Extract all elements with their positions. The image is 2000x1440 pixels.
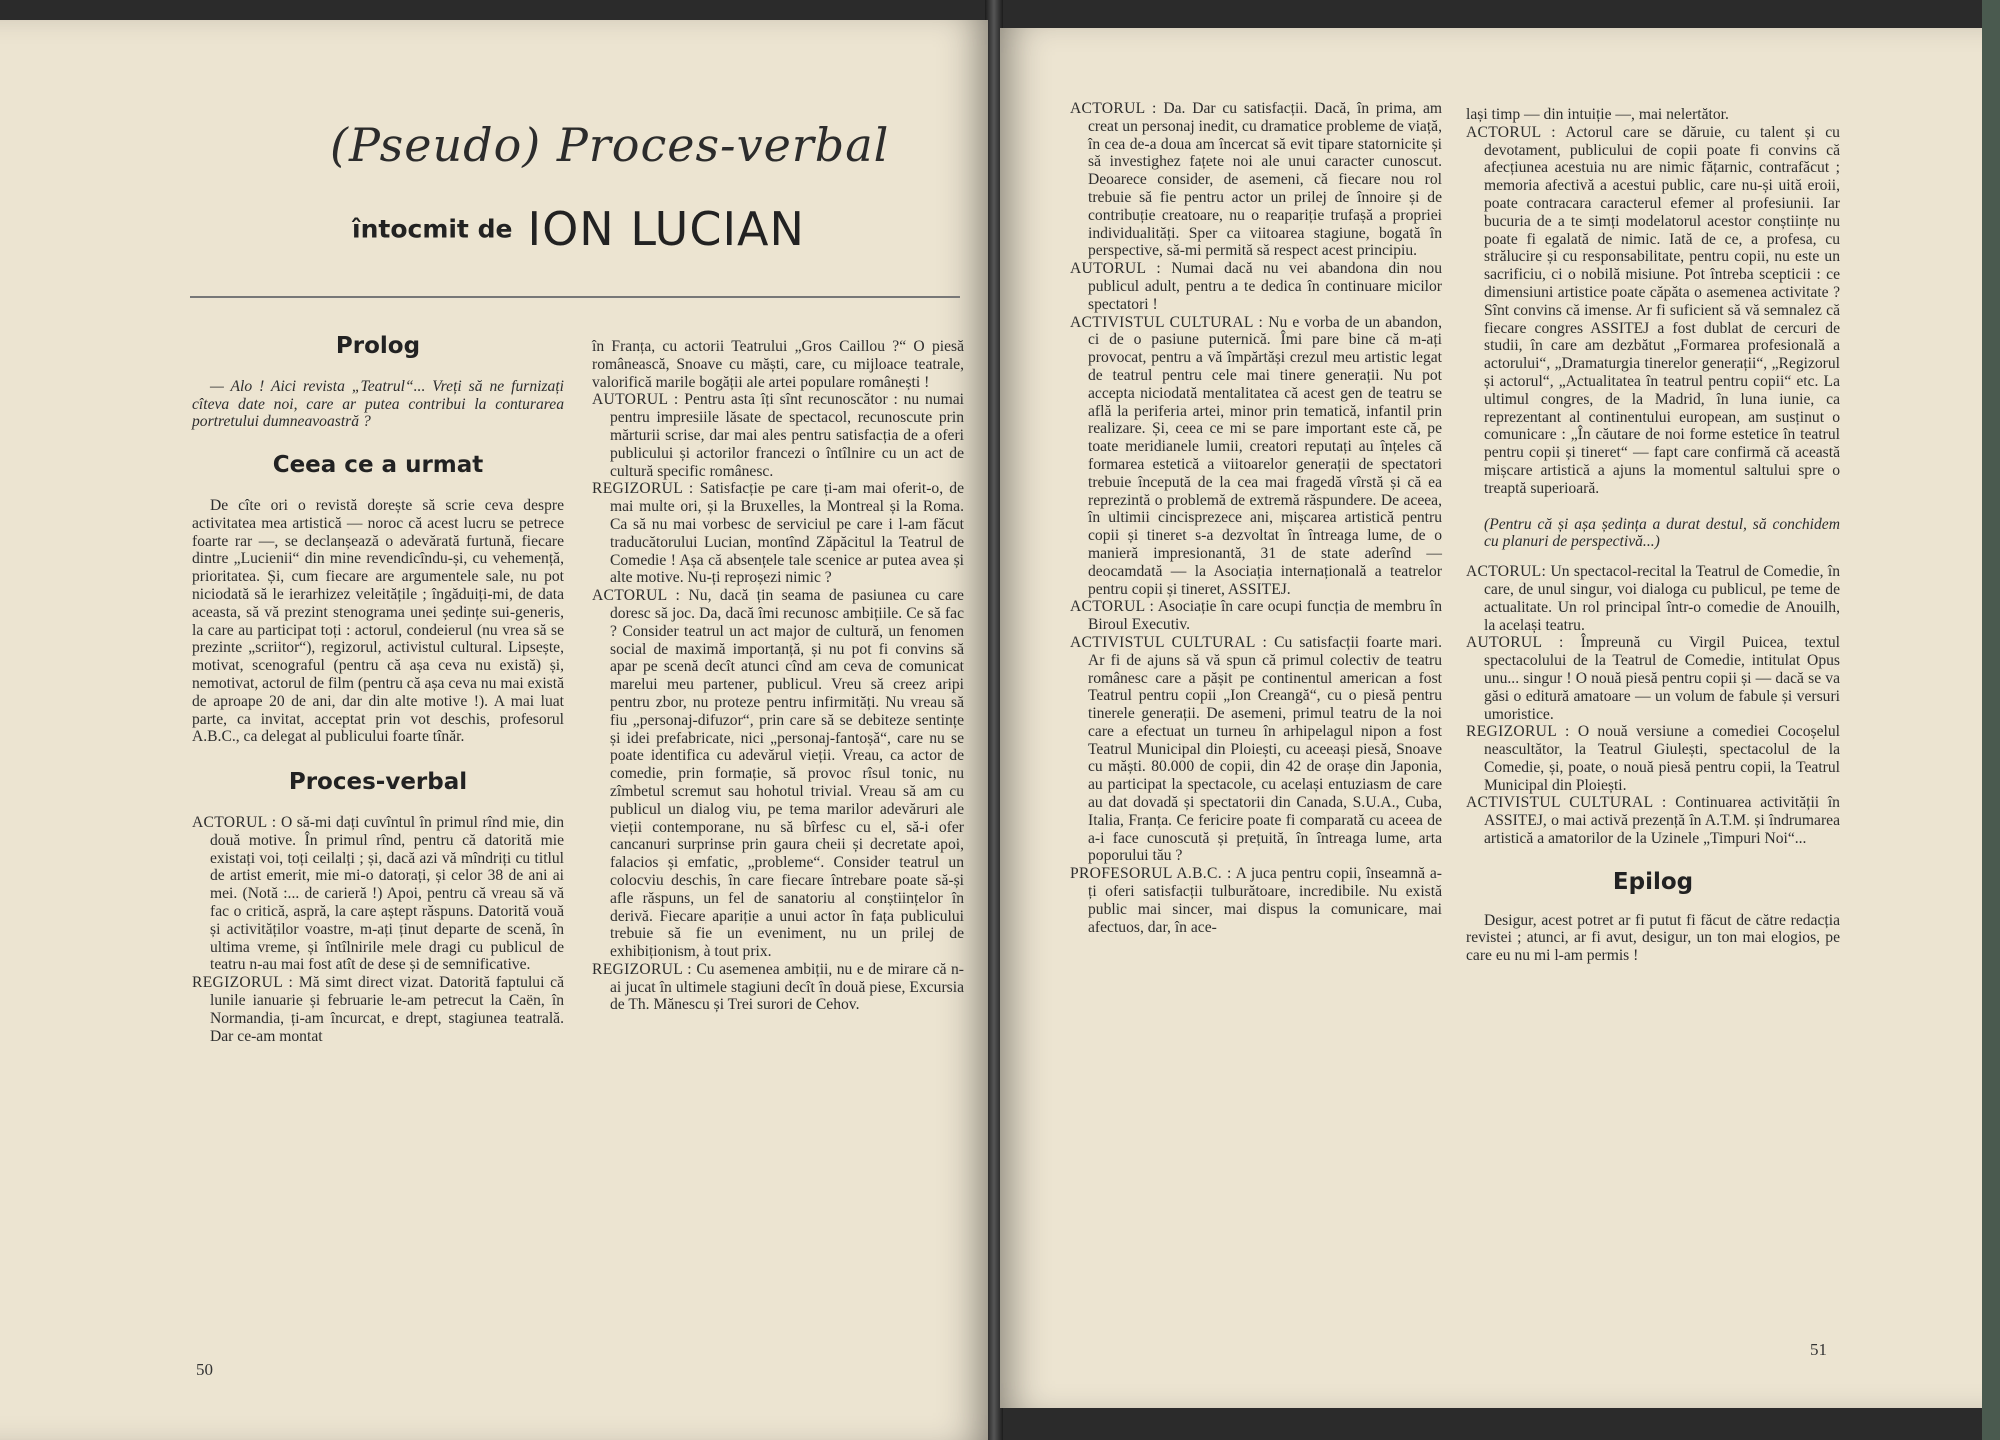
- proces-verbal-heading: Proces-verbal: [288, 769, 468, 796]
- speaker-label: ACTORUL :: [1466, 123, 1556, 141]
- dialog-paragraph: [192, 974, 564, 1045]
- speech-text: Mă simt direct vizat. Datorită faptului că lunile ianuarie și februarie le-am petrecut la Caën, în Normandia, ți-am încurcat, e drept, stagiunea teatrală. Dar ce-am montat: [210, 974, 564, 1045]
- right-col4-dialog: [1466, 124, 1840, 498]
- speech-text: O să-mi dați cuvîntul în primul rînd mie, din două motive. În primul rînd, pentru că datorită mie existați voi, toți ceilalți ; și, dacă azi vă mîndriți cu titlul de artist emerit, mie mi-o datorați, și celor 38 de ani ai mei. (Notă :... de carieră !) Apoi, pentru că vreau să vă fac o critică, aspră, la care aștept răspuns. Datorită vouă și activităților voastre, m-ați ținut departe de scenă, în ultima vreme, și întîlnirile mele dragi cu publicul de teatru n-au mai fost atît de dese și de semnificative.: [210, 813, 564, 974]
- speaker-label: ACTORUL :: [1070, 598, 1155, 616]
- speaker-label: REGIZORUL :: [592, 960, 692, 978]
- col2-intro: în Franța, cu actorii Teatrului „Gros Caillou ?“ O piesă românească, Snoave cu măști, care, cu mijloace teatrale, valorifică marile bogății ale artei populare românești !: [592, 338, 964, 391]
- prolog-heading: Prolog: [335, 333, 421, 359]
- speaker-label: REGIZORUL :: [1466, 723, 1570, 741]
- epilog-heading: Epilog: [1612, 868, 1694, 895]
- article-title: (Pseudo) Proces-verbal: [330, 118, 890, 172]
- dialog-paragraph: [1070, 100, 1442, 260]
- speech-text: Un spectacol-recital la Teatrul de Comedie, în care, de unul singur, voi dialoga cu publicul, pe teme de actualitate. Un rol principal într-o comedie de Anouilh, la același teatru.: [1484, 563, 1840, 634]
- left-column-2: [592, 338, 964, 1014]
- dialog-paragraph: [1070, 260, 1442, 313]
- dialog-paragraph: [1466, 124, 1840, 498]
- dialog-paragraph: [592, 587, 964, 961]
- dialog-paragraph: [192, 814, 564, 974]
- dialog-paragraph: [1466, 634, 1840, 723]
- speaker-label: ACTORUL :: [592, 587, 681, 605]
- speaker-label: ACTORUL:: [1466, 563, 1547, 581]
- ceea-ce-a-urmat-text: De cîte ori o revistă dorește să scrie ceva despre activitatea mea artistică — noroc că acest lucru se petrece foarte rar —, se declanșează o adevărată furtună, fiecare dintre „Lucienii“ din mine revendicîndu-și, cu vehemență, prioritatea. Și, cum fiecare are argumentele sale, nu pot niciodată să le ierarhizez veleitățile ; îngăduiți-mi, de data aceasta, să vă prezint stenograma unei ședințe sui-generis, la care au participat toți : actorul, condeierul (nu vrea să se prezinte „scriitor“), regizorul, activistul cultural. Lipsește, motivat, scenograful (pentru că așa ceva nu există) și, nemotivat, actorul de film (pentru că așa ceva nu mai există de aproape 20 de ani, dar din alte motive !). A mai luat parte, ca invitat, acceptat prin vot deschis, profesorul A.B.C., ca delegat al publicului foarte tînăr.: [192, 496, 564, 746]
- dialog-paragraph: [1466, 563, 1840, 634]
- speech-text: Continuarea activității în ASSITEJ, o mai activă prezență în A.T.M. și îndrumarea artistică a amatorilor de la Uzinele „Timpuri Noi“...: [1484, 794, 1840, 848]
- page-number-left: 50: [196, 1360, 213, 1379]
- right-col4-plans: [1466, 563, 1840, 848]
- right-column-3: [1070, 100, 1442, 936]
- right-col3-dialog: [1070, 100, 1442, 936]
- dialog-paragraph: [1070, 865, 1442, 936]
- speaker-label: REGIZORUL :: [192, 974, 294, 992]
- dialog-paragraph: [592, 391, 964, 480]
- speech-text: Da. Dar cu satisfacții. Dacă, în prima, am creat un personaj inedit, cu dramatice probleme de viață, în cea de-a doua am încercat să evit tipare statornicite și să investighez fațete noi ale unui caracter cunoscut. Deoarece consider, de asemeni, că fiecare nou rol trebuie să fie pentru actor un prilej de înnoire și de contribuție creatoare, nu o reapariție trufașă a propriei individualități. Sper ca viitoarea stagiune, bogată în perspective, să-mi permită să respect acest principiu.: [1088, 100, 1442, 260]
- dialog-paragraph: [1466, 794, 1840, 847]
- dialog-paragraph: [1070, 314, 1442, 599]
- speech-text: Asociație în care ocupi funcția de membru în Biroul Executiv.: [1088, 598, 1442, 634]
- speaker-label: AUTORUL :: [592, 391, 679, 409]
- closing-note: (Pentru că și așa ședința a durat destul, să conchidem cu planuri de perspectivă...): [1484, 515, 1840, 551]
- title-rule: [190, 296, 960, 298]
- left-column-1: [192, 333, 564, 1045]
- speaker-label: AUTORUL :: [1070, 260, 1161, 278]
- right-column-4: [1466, 106, 1840, 965]
- ceea-ce-a-urmat-heading: Ceea ce a urmat: [272, 452, 484, 479]
- speaker-label: PROFESORUL A.B.C. :: [1070, 865, 1232, 883]
- right-page: [1000, 28, 1982, 1408]
- speaker-label: ACTIVISTUL CULTURAL :: [1070, 633, 1268, 651]
- speaker-label: ACTIVISTUL CULTURAL :: [1466, 794, 1667, 812]
- speaker-label: ACTORUL :: [1070, 100, 1157, 117]
- dialog-paragraph: [592, 480, 964, 587]
- speech-text: Pentru asta îți sînt recunoscător : nu numai pentru impresiile lăsate de spectacol, recunoscute prin mărturii scrise, dar mai ales pentru satisfacția de a oferi publicului și actorilor francezi o întîlnire cu un act de cultură specific românesc.: [610, 391, 964, 480]
- speech-text: Satisfacție pe care ți-am mai oferit-o, de mai multe ori, și la Bruxelles, la Montreal și la Roma. Ca să nu mai vorbesc de serviciul pe care i l-am făcut traducătorului Lucian, montînd Zăpăcitul la Teatrul de Comedie ! Așa că absențele tale scenice ar putea avea și alte motive. Nu-ți reproșezi nimic ?: [610, 480, 965, 587]
- dialog-paragraph: [1466, 723, 1840, 794]
- speech-text: Cu asemenea ambiții, nu e de mirare că n-ai jucat în ultimele stagiuni decît în două piese, Excursia de Th. Mănescu și Trei surori de Cehov.: [610, 960, 964, 1014]
- byline-prefix: întocmit de: [352, 214, 513, 244]
- dialog-paragraph: [1070, 634, 1442, 865]
- speech-text: Nu e vorba de un abandon, ci de o pasiune puternică. Îmi pare bine că m-ați provocat, pentru a vă împărtăși crezul meu artistic legat de teatrul pentru cele mai tinere generații. Nu pot accepta niciodată mentalitatea că acest gen de teatru se află la periferia artei, minor prin tematică, infantil prin realizare. Și, ceea ce mi se pare important este că, pe toate meridianele lumii, creatori reputați au înțeles că formarea estetică a viitoarelor generații de spectatori trebuie începută de la cea mai fragedă vîrstă și că ea reprezintă o problemă de extremă răspundere. De aceea, în ultimii cincisprezece ani, mișcarea artistică pentru copii și tineret s-a dezvoltat în întreaga lume, de o manieră impresionantă, 31 de state aderînd — deocamdată — la Asociația internațională a teatrelor pentru copii și tineret, ASSITEJ.: [1088, 313, 1442, 598]
- prolog-text: — Alo ! Aici revista „Teatrul“... Vreți să ne furnizați cîteva date noi, care ar putea contribui la conturarea portretului dumneavoastră ?: [192, 377, 564, 431]
- epilog-text: Desigur, acest potret ar fi putut fi făcut de către redacția revistei ; atunci, ar fi avut, desigur, un ton mai elogios, pe care eu nu mi l-am permis !: [1466, 911, 1840, 965]
- speech-text: Nu, dacă țin seama de pasiunea cu care doresc să joc. Da, dacă îmi recunosc ambițiile. Ce să fac ? Consider teatrul un act major de cultură, un fenomen social de maximă importanță, și nu pot fi convins să apar pe scenă decît atunci cînd am ceva de comunicat marelui meu partener, publicul. Vreu să creez aripi pentru zbor, nu proteze pentru infirmități. Nu vreau să fiu „personaj-difuzor“, prin care să se debiteze sentințe și idei prefabricate, nici „personaj-fantoșă“, care nu se poate identifica cu adevărul vieții. Vreau, ca actor de comedie, prin formație, să provoc rîsul tonic, nu zîmbetul scremut sau hohotul trivial. Vreau să am cu publicul un dialog viu, pe tema marilor adevăruri ale vieții contemporane, nu să bîrfesc cu el, să-i ofer cancanuri surprinse prin gaura cheii și decretate apoi, falacios și emfatic, „probleme“. Consider teatrul un colocviu deschis, în care fiecare întrebare poate să-și afle răspuns, un fel de sanatoriu al conștiințelor în derivă. Fiecare apariție a unui actor în fața publicului trebuie să fie un eveniment, nu un prilej de exhibiționism, à tout prix.: [610, 587, 964, 961]
- dialog-paragraph: [1070, 598, 1442, 634]
- speech-text: Actorul care se dăruie, cu talent și cu devotament, publicului de copii poate fi convins că afecțiunea acestuia nu are nimic fățarnic, contrafăcut ; memoria afectivă a acestui public, care nu-și uită eroii, poate contracara caracterul efemer al profesiunii. Iar bucuria de a te simți modelatorul acestor conștiințe nu poate fi egalată de nimic. Iată de ce, a profesa, cu strălucire și cu responsabilitate, pentru copii, nu este un sacrificiu, ci o nobilă misiune. Pot întreba scepticii : ce dimensiuni artistice poate căpăta o asemenea activitate ? Sînt convins că imense. Ar fi suficient să vă semnalez că fiecare congres ASSITEJ a fost dublat de cercuri de studii, în care am dezbătut „Formarea profesională a actorului“, „Dramaturgia tinerelor generații“, „Regizorul și actorul“, „Actualitatea în teatrul pentru copii“ etc. La ultimul congres, de la Madrid, în luna iunie, ca reprezentant al continentului european, am susținut o comunicare : „În căutare de noi forme estetice în teatrul pentru copii și tineret“ — fapt care confirmă că această mișcare artistică a ajuns la momentul saltului spre o treaptă superioară.: [1484, 123, 1840, 497]
- speaker-label: AUTORUL :: [1466, 634, 1564, 652]
- proces-verbal-col1: [192, 814, 564, 1045]
- speaker-label: ACTORUL :: [192, 813, 277, 831]
- author-name: ION LUCIAN: [527, 202, 805, 256]
- book-binding: [1982, 0, 2000, 1440]
- page-number-right: 51: [1810, 1340, 1827, 1359]
- speech-text: O nouă versiune a comediei Cocoșelul neascultător, la Teatrul Giulești, spectacolul de la Comedie, și, poate, o nouă piesă pentru copii, la Teatrul Municipal din Ploiești.: [1484, 723, 1840, 794]
- speaker-label: REGIZORUL :: [592, 480, 694, 498]
- article-byline: [352, 202, 805, 256]
- col4-intro: lași timp — din intuiție —, mai nelertător.: [1466, 106, 1729, 123]
- dialog-paragraph: [592, 961, 964, 1014]
- speech-text: A juca pentru copii, înseamnă a-ți oferi satisfacții tulburătoare, incredibile. Nu există public mai sincer, mai dispus la comunicare, mai afectuos, dar, în ace-: [1088, 865, 1442, 936]
- speech-text: Cu satisfacții foarte mari. Ar fi de ajuns să vă spun că primul colectiv de teatru românesc care a pășit pe continentul american a fost Teatrul pentru copii „Ion Creangă“, cu o piesă pentru tinerele generații. De asemeni, primul teatru de la noi care a efectuat un turneu în arhipelagul nipon a fost Teatrul Municipal din Ploiești, cu aceeași piesă, Snoave cu măști. 80.000 de copii, din 42 de orașe din Japonia, au participat la spectacole, cu același entuziasm de care au dat dovadă și spectatorii din Canada, S.U.A., Cuba, Italia, Franța. Ce fericire poate fi comparată cu aceea de a-i face cunoscută și prețuită, în întreaga lume, arta poporului tău ?: [1088, 633, 1442, 865]
- speech-text: Numai dacă nu vei abandona din nou publicul adult, pentru a te dedica în continuare micilor spectatori !: [1088, 260, 1442, 313]
- speaker-label: ACTIVISTUL CULTURAL :: [1070, 313, 1264, 331]
- proces-verbal-col2: [592, 391, 964, 1014]
- left-page: [0, 20, 988, 1440]
- speech-text: Împreună cu Virgil Puicea, textul spectacolului de la Teatrul de Comedie, intitulat Opus unu... singur ! O nouă piesă pentru copii și — dacă se va găsi o editură amatoare — un volum de fabule și versuri umoristice.: [1484, 634, 1840, 723]
